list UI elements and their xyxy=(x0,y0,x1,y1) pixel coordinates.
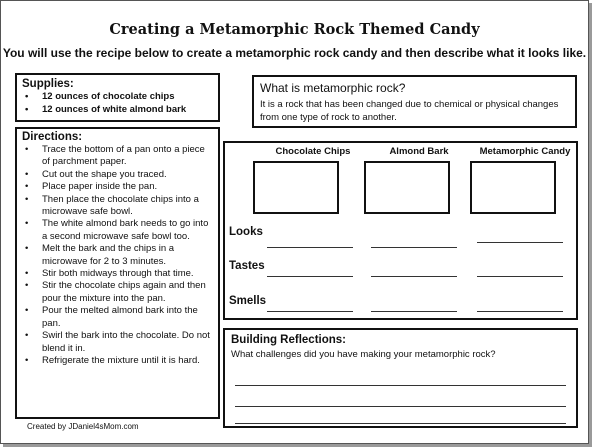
answer-line[interactable] xyxy=(267,311,353,312)
answer-line[interactable] xyxy=(477,276,563,277)
supplies-heading: Supplies: xyxy=(22,78,74,90)
directions-box xyxy=(15,127,220,419)
answer-line[interactable] xyxy=(477,311,563,312)
answer-line[interactable] xyxy=(477,242,563,243)
direction-step: • Cut out the shape you traced. xyxy=(22,169,213,181)
direction-step: • Place paper inside the pan. xyxy=(22,181,213,193)
direction-step: • Swirl the bark into the chocolate. Do not blend it in. xyxy=(22,330,213,355)
directions-heading: Directions: xyxy=(22,131,83,143)
page-title: Creating a Metamorphic Rock Themed Candy xyxy=(109,21,480,38)
definition-heading: What is metamorphic rock? xyxy=(260,81,406,95)
answer-line[interactable] xyxy=(235,423,566,424)
credit-text: Created by JDaniel4sMom.com xyxy=(27,422,139,431)
answer-line[interactable] xyxy=(267,276,353,277)
column-heading-metamorphic-candy: Metamorphic Candy xyxy=(479,146,571,157)
answer-line[interactable] xyxy=(267,247,353,248)
definition-text: It is a rock that has been changed due to chemical or physical changes from one type of rock to another. xyxy=(260,99,559,123)
direction-step: • Pour the melted almond bark into the pan. xyxy=(22,305,213,330)
answer-line[interactable] xyxy=(371,311,457,312)
supplies-list xyxy=(22,90,213,116)
column-heading-chocolate-chips: Chocolate Chips xyxy=(275,146,351,157)
supply-item: • 12 ounces of chocolate chips xyxy=(22,90,213,103)
answer-line[interactable] xyxy=(235,385,566,386)
reflections-box xyxy=(223,328,578,428)
drawing-box-metamorphic-candy[interactable] xyxy=(470,161,556,214)
definition-box xyxy=(252,75,577,128)
column-heading-almond-bark: Almond Bark xyxy=(389,146,449,157)
answer-line[interactable] xyxy=(371,247,457,248)
row-label-looks: Looks xyxy=(229,226,263,238)
comparison-box xyxy=(223,141,578,320)
row-label-tastes: Tastes xyxy=(229,260,265,272)
supplies-box xyxy=(15,73,220,122)
direction-step: • The white almond bark needs to go into a second microwave safe bowl too. xyxy=(22,218,213,243)
reflections-question: What challenges did you have making your metamorphic rock? xyxy=(231,349,496,360)
row-label-smells: Smells xyxy=(229,295,267,307)
reflections-heading: Building Reflections: xyxy=(231,334,346,346)
answer-line[interactable] xyxy=(235,406,566,407)
directions-list xyxy=(22,144,213,367)
intro-text: You will use the recipe below to create a metamorphic rock candy and then describe what it looks like. xyxy=(2,46,587,60)
direction-step: • Then place the chocolate chips into a microwave safe bowl. xyxy=(22,194,213,219)
direction-step: • Stir the chocolate chips again and then pour the mixture into the pan. xyxy=(22,280,213,305)
drawing-box-almond-bark[interactable] xyxy=(364,161,450,214)
drawing-box-chocolate-chips[interactable] xyxy=(253,161,339,214)
direction-step: • Stir both midways through that time. xyxy=(22,268,213,280)
direction-step: • Trace the bottom of a pan onto a piece of parchment paper. xyxy=(22,144,213,169)
answer-line[interactable] xyxy=(371,276,457,277)
direction-step: • Melt the bark and the chips in a microwave for 2 to 3 minutes. xyxy=(22,243,213,268)
supply-item: • 12 ounces of white almond bark xyxy=(22,103,213,116)
direction-step: • Refrigerate the mixture until it is hard. xyxy=(22,355,213,367)
